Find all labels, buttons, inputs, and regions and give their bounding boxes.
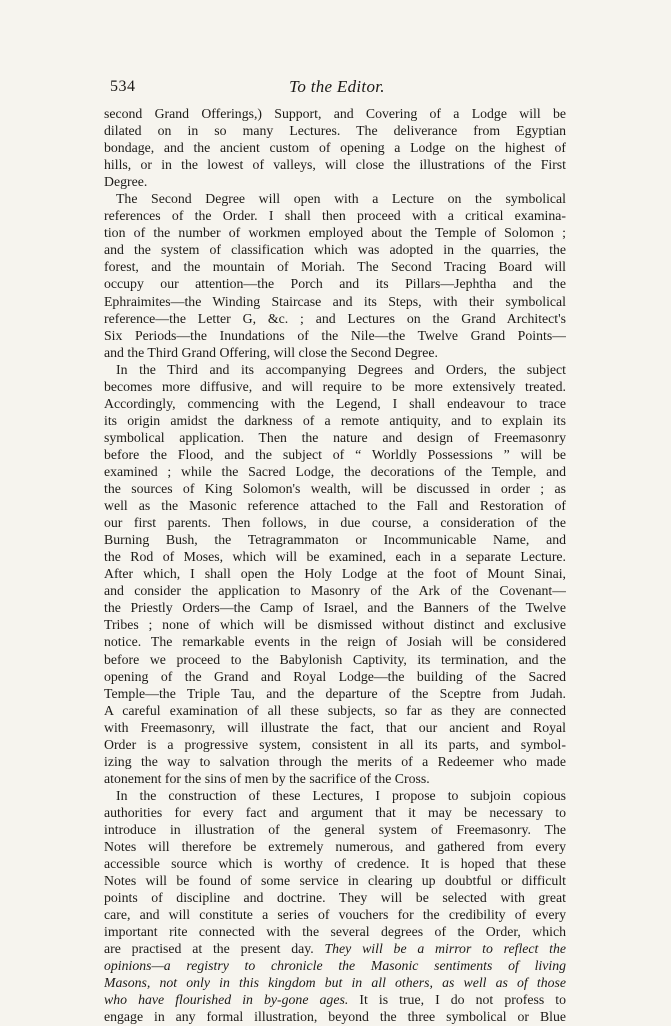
- text-line: and the system of classification which was adopted in the quarries, the: [104, 242, 566, 258]
- text-line: Burning Bush, the Tetragrammaton or Incommunicable Name, and: [104, 532, 566, 548]
- text-line: dilated on in so many Lectures. The deliverance from Egyptian: [104, 123, 566, 139]
- text-segment: It is true, I do not profess to: [348, 992, 566, 1008]
- text-line: symbolical application. Then the nature and design of Freemasonry: [104, 429, 566, 445]
- text-segment: are practised at the present day.: [104, 941, 325, 957]
- page-header: [106, 72, 568, 98]
- text-line: A careful examination of all these subjects, so far as they are connected: [104, 702, 566, 718]
- text-line: [104, 974, 566, 991]
- text-line: the sources of King Solomon's wealth, will be discussed in order ; as: [104, 481, 566, 497]
- text-line: [104, 1008, 566, 1025]
- text-line: In the construction of these Lectures, I propose to subjoin copious: [116, 787, 566, 803]
- italic-phrase: opinions—a registry to chronicle the Masonic sentiments of living: [104, 958, 566, 974]
- text-line: notice. The remarkable events in the reign of Josiah will be considered: [104, 634, 566, 650]
- text-line: In the Third and its accompanying Degrees and Orders, the subject: [116, 361, 566, 377]
- text-line: its origin amidst the darkness of a remote antiquity, and to explain its: [104, 412, 566, 428]
- text-line: Accordingly, commencing with the Legend, I shall endeavour to trace: [104, 395, 566, 411]
- text-line: [104, 957, 566, 974]
- text-line: references of the Order. I shall then proceed with a critical examina-: [104, 208, 566, 224]
- text-line: introduce in illustration of the general system of Freemasonry. The: [104, 821, 566, 837]
- text-line: forest, and the mountain of Moriah. The Second Tracing Board will: [104, 259, 566, 275]
- text-line: becomes more diffusive, and will require to be more extensively treated.: [104, 378, 566, 394]
- text-line: [104, 991, 566, 1008]
- text-line: with Freemasonry, will illustrate the fact, that our ancient and Royal: [104, 719, 566, 735]
- body-text: [104, 105, 566, 1026]
- text-line: Degree.: [104, 174, 148, 190]
- text-line: the Priestly Orders—the Camp of Israel, and the Banners of the Twelve: [104, 600, 566, 616]
- text-line: before the Flood, and the subject of “ Worldly Possessions ” will be: [104, 446, 566, 462]
- italic-phrase: Masons, not only in this kingdom but in all others, as well as of those: [104, 975, 566, 991]
- text-line: our first parents. Then follows, in due course, a consideration of the: [104, 515, 566, 531]
- text-line: and the Third Grand Offering, will close the Second Degree.: [104, 344, 438, 360]
- text-line: points of discipline and doctrine. They will be selected with great: [104, 890, 566, 906]
- text-line: izing the way to salvation through the merits of a Redeemer who made: [104, 753, 566, 769]
- text-segment: engage in any formal illustration, beyond the three symbolical or Blue: [104, 1009, 566, 1025]
- text-line: and consider the application to Masonry of the Ark of the Covenant—: [104, 583, 566, 599]
- text-line: hills, or in the lowest of valleys, will close the illustrations of the First: [104, 157, 566, 173]
- text-line: The Second Degree will open with a Lecture on the symbolical: [116, 191, 566, 207]
- text-line: the Rod of Moses, which will be examined, each in a separate Lecture.: [104, 549, 566, 565]
- italic-phrase: They will be a mirror to reflect the: [324, 941, 566, 957]
- text-line: reference—the Letter G, &c. ; and Lectures on the Grand Architect's: [104, 310, 566, 326]
- text-line: tion of the number of workmen employed about the Temple of Solomon ;: [104, 225, 566, 241]
- text-line: bondage, and the ancient custom of opening a Lodge on the highest of: [104, 140, 566, 156]
- text-line: authorities for every fact and argument that it may be necessary to: [104, 804, 566, 820]
- text-line: important rite connected with the several degrees of the Order, which: [104, 924, 566, 940]
- text-line: After which, I shall open the Holy Lodge at the foot of Mount Sinai,: [104, 566, 566, 582]
- running-head: To the Editor.: [289, 77, 385, 96]
- page-number: 534: [110, 78, 136, 95]
- text-line: opening of the Grand and Royal Lodge—the building of the Sacred: [104, 668, 566, 684]
- text-line: care, and will constitute a series of vouchers for the credibility of every: [104, 907, 566, 923]
- text-line: occupy our attention—the Porch and its Pillars—Jephtha and the: [104, 276, 566, 292]
- text-line: Temple—the Triple Tau, and the departure of the Sceptre from Judah.: [104, 685, 566, 701]
- text-line: Tribes ; none of which will be dismissed without distinct and exclusive: [104, 617, 566, 633]
- text-line: second Grand Offerings,) Support, and Covering of a Lodge will be: [104, 106, 566, 121]
- text-line: Notes will therefore be extremely numerous, and gathered from every: [104, 839, 566, 855]
- text-line: before we proceed to the Babylonish Captivity, its termination, and the: [104, 651, 566, 667]
- text-line: [104, 940, 566, 957]
- text-line: accessible source which is worthy of credence. It is hoped that these: [104, 856, 566, 872]
- text-line: examined ; while the Sacred Lodge, the decorations of the Temple, and: [104, 463, 566, 479]
- text-line: Notes will be found of some service in clearing up doubtful or difficult: [104, 873, 566, 889]
- text-line: Six Periods—the Inundations of the Nile—the Twelve Grand Points—: [104, 327, 566, 343]
- text-line: Order is a progressive system, consistent in all its parts, and symbol-: [104, 736, 566, 752]
- text-line: atonement for the sins of men by the sacrifice of the Cross.: [104, 770, 430, 786]
- text-line: Ephraimites—the Winding Staircase and its Steps, with their symbolical: [104, 293, 566, 309]
- text-line: well as the Masonic reference attached to the Fall and Restoration of: [104, 498, 566, 514]
- italic-phrase: who have flourished in by-gone ages.: [104, 992, 349, 1008]
